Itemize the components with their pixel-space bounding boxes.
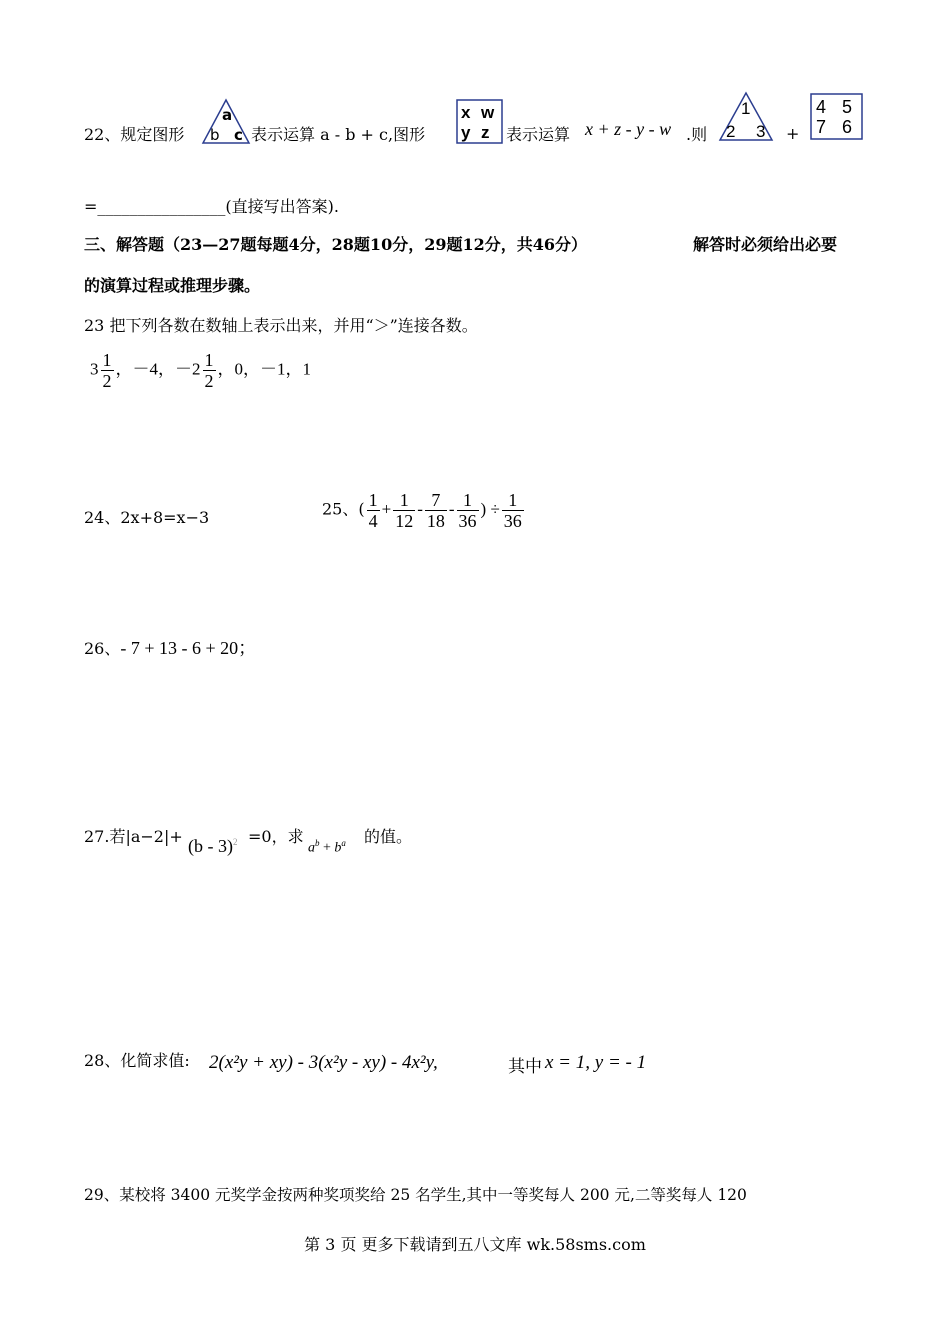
triangle-abc-figure [201, 98, 251, 146]
tri2-c: 3 [756, 122, 766, 141]
q23-numbers [90, 350, 311, 391]
q28-cond: x = 1, y = - 1 [545, 1052, 647, 1073]
q26-line [84, 634, 256, 660]
q25-op3: - [448, 499, 455, 519]
q27-tail: 的值。 [364, 827, 413, 846]
q27-base2: b [334, 840, 342, 856]
q27-power-sum [308, 838, 346, 857]
tri1-b: b [210, 126, 220, 144]
q25-frac-5: $\frac{1}{36}$ [503, 490, 522, 531]
q25-label: 25、( [322, 499, 365, 519]
q26-expr: - 7 + 13 - 6 + 20； [120, 638, 257, 658]
box2-w: 5 [842, 97, 853, 117]
q22-mid2: 表示运算 [506, 125, 571, 144]
tri2-b: 2 [726, 122, 736, 141]
q25-frac-2: $\frac{1}{12}$ [395, 490, 414, 531]
tri2-a: 1 [741, 99, 751, 118]
box2-z: 6 [842, 117, 853, 137]
q27-abs: |a−2|+ [125, 827, 183, 846]
q29-text: 29、某校将 3400 元奖学金按两种奖项奖给 25 名学生,其中一等奖每人 200 元,二等奖每人 120 [84, 1186, 747, 1204]
q27-paren [188, 836, 237, 857]
section3-title-line2: 的演算过程或推理步骤。 [84, 276, 261, 295]
box1-y: y [461, 123, 471, 142]
q27-plus: + [319, 840, 335, 856]
q27-label: 27.若 [84, 827, 126, 846]
box-xwyz-figure [456, 99, 504, 145]
tri1-c: c [234, 126, 243, 144]
q28-expr: 2(x²y + xy) - 3(x²y - xy) - 4x²y, [209, 1052, 438, 1073]
box2-y: 7 [816, 117, 827, 137]
section3-note: 解答时必须给出必要 [693, 235, 838, 254]
q23-frac-1: $\frac{1}{2}$ [102, 350, 112, 391]
q26-label: 26、 [84, 639, 121, 658]
q22-then: .则 [686, 125, 708, 144]
q23-n1-whole: 3 [90, 359, 99, 379]
box1-w: w [481, 103, 495, 122]
q25-frac-3: $\frac{7}{18}$ [426, 490, 445, 531]
q28-label: 28、化简求值: [84, 1051, 190, 1070]
section3-title-line1 [84, 232, 587, 255]
q23-text: 23 把下列各数在数轴上表示出来，并用“＞”连接各数。 [84, 316, 478, 335]
q22-prefix: 22、规定图形 [84, 125, 185, 144]
q22-plus: + [786, 124, 800, 143]
q23-sep1: ，－4，－2 [115, 359, 201, 379]
q27-line [84, 824, 183, 847]
q22-line [84, 122, 184, 145]
box1-z: z [481, 123, 490, 142]
q22-answer-line [84, 194, 339, 217]
page-footer: 第 3 页 更多下载请到五八文库 wk.58sms.com [304, 1235, 646, 1254]
q25-frac-4: $\frac{1}{36}$ [458, 490, 477, 531]
q28-where: 其中 [508, 1057, 542, 1077]
section3-title: 三、解答题（23—27题每题4分，28题10分，29题12分，共46分） [84, 235, 587, 254]
q22-hint: (直接写出答案). [225, 197, 339, 216]
triangle-123-figure [718, 91, 774, 143]
q25-op1: + [381, 499, 392, 519]
q27-exponent: 2 [232, 837, 238, 847]
q25-frac-1: $\frac{1}{4}$ [368, 490, 378, 531]
q22-expr: x + z - y - w [585, 119, 672, 139]
q25-expr [322, 490, 526, 531]
q27-base1: a [308, 840, 315, 856]
q23-frac-2: $\frac{1}{2}$ [204, 350, 214, 391]
q22-blank: ________________ [97, 197, 226, 216]
q22-mid1: 表示运算 a - b + c,图形 [251, 125, 426, 144]
tri1-a: a [222, 106, 233, 124]
q25-op2: - [417, 499, 423, 519]
q23-rest: ，0，－1，1 [217, 359, 311, 379]
q22-eq: = [84, 197, 98, 216]
q27-eq: =0，求 [248, 827, 304, 846]
box-4576-figure [810, 93, 864, 141]
q27-paren-expr: (b - 3) [188, 836, 233, 856]
box2-x: 4 [816, 97, 827, 117]
box1-x: x [461, 103, 471, 122]
q25-close: ) ÷ [480, 499, 500, 519]
q24-text: 24、2x+8=x−3 [84, 508, 210, 527]
q27-sup2: a [341, 838, 346, 848]
q27-sup1: b [315, 838, 320, 848]
